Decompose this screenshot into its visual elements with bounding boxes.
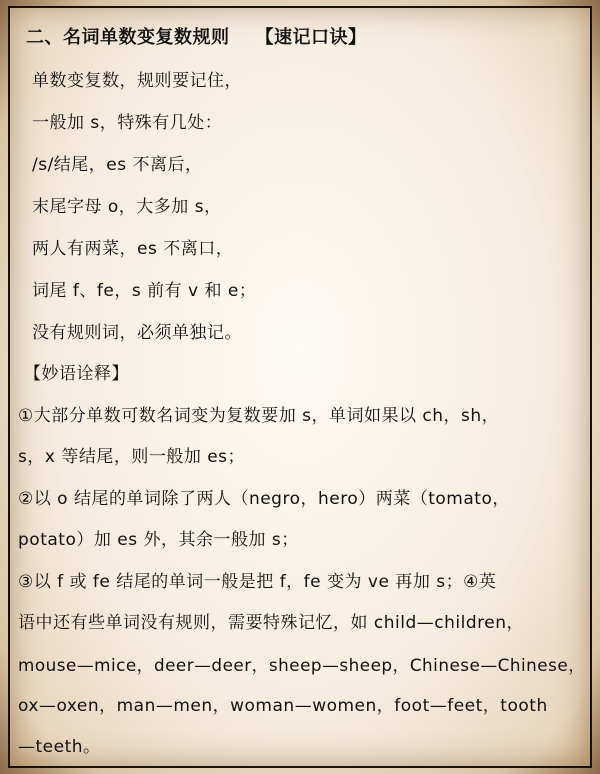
rhyme-line-1: 单数变复数，规则要记住，	[32, 71, 242, 91]
explanation-line-7: mouse—mice，deer—deer，sheep—sheep，Chinese—Chinese，	[18, 655, 586, 675]
rhyme-line-4: 末尾字母 o，大多加 s，	[32, 197, 222, 217]
explanation-heading: 【妙语诠释】	[24, 364, 129, 384]
section-title	[26, 27, 367, 49]
rhyme-line-2: 一般加 s，特殊有几处：	[32, 113, 223, 133]
section-title-text: 二、名词单数变复数规则	[26, 27, 230, 48]
explanation-line-6: 语中还有些单词没有规则，需要特殊记忆，如 child—children，	[18, 613, 524, 633]
explanation-line-8: ox—oxen，man—men，woman—women，foot—feet，tooth	[18, 696, 548, 716]
explanation-line-2: s，x 等结尾，则一般加 es；	[18, 447, 246, 467]
mnemonic-tag: 【速记口诀】	[255, 27, 367, 48]
rhyme-line-6: 词尾 f、fe，s 前有 v 和 e；	[32, 281, 257, 301]
document-page	[8, 6, 592, 768]
rhyme-line-7: 没有规则词，必须单独记。	[32, 323, 242, 343]
rhyme-line-3: /s/结尾，es 不离后，	[32, 155, 203, 175]
explanation-line-1: ①大部分单数可数名词变为复数要加 s，单词如果以 ch，sh，	[18, 406, 500, 426]
explanation-line-9: —teeth。	[18, 737, 101, 757]
explanation-line-4: potato）加 es 外，其余一般加 s；	[18, 530, 299, 550]
explanation-line-5: ③以 f 或 fe 结尾的单词一般是把 f，fe 变为 ve 再加 s；④英	[18, 572, 497, 592]
rhyme-line-5: 两人有两菜，es 不离口，	[32, 239, 234, 259]
explanation-line-3: ②以 o 结尾的单词除了两人（negro，hero）两菜（tomato，	[18, 489, 510, 509]
